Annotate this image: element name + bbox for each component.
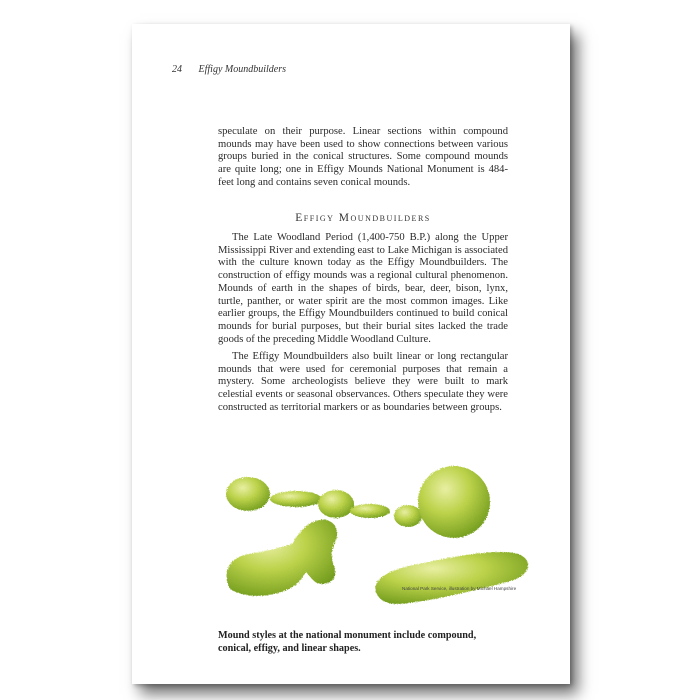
mound-shapes-svg	[218, 444, 538, 624]
illustration-credit: National Park Service, illustration by Michael Hampshire	[402, 586, 517, 591]
page-number: 24	[172, 64, 182, 75]
book-page	[132, 24, 570, 684]
running-head	[172, 64, 286, 75]
conical-mound	[418, 466, 490, 538]
figure-caption: Mound styles at the national monument include compound, conical, effigy, and linear shapes.	[218, 630, 477, 654]
paragraph-3: The Effigy Moundbuilders also built linear or long rectangular mounds that were used for ceremonial purposes that remain a mystery. Some archeologists believe they were built to mark celestial events or seasonal observances. Others speculate they were constructed as territorial markers or as boundaries between groups.	[218, 351, 508, 413]
paragraph-1: speculate on their purpose. Linear sections within compound mounds may have been used to show connections between various groups buried in the conical structures. Some compound mounds are quite long; one in Effigy Mounds National Monument is 484-feet long and contains seven conical mounds.	[218, 126, 508, 188]
running-title: Effigy Moundbuilders	[198, 64, 286, 75]
linear-mound	[375, 552, 528, 604]
section-heading: Effigy Moundbuilders	[295, 212, 431, 224]
mound-illustration	[218, 444, 538, 624]
paragraph-2: The Late Woodland Period (1,400-750 B.P.) along the Upper Mississippi River and extending east to Lake Michigan is associated with the culture known today as the Effigy Moundbuilders. The construction of effigy mounds was a regional cultural phenomenon. Mounds of earth in the shapes of birds, bear, deer, bison, lynx, turtle, panther, or water spirit are the most common images. Like earlier groups, the Effigy Moundbuilders continued to build conical mounds for burial purposes, but their burial sites lacked the trade goods of the preceding Middle Woodland Culture.	[218, 232, 508, 345]
compound-mound	[226, 477, 422, 527]
effigy-mound	[227, 520, 338, 596]
